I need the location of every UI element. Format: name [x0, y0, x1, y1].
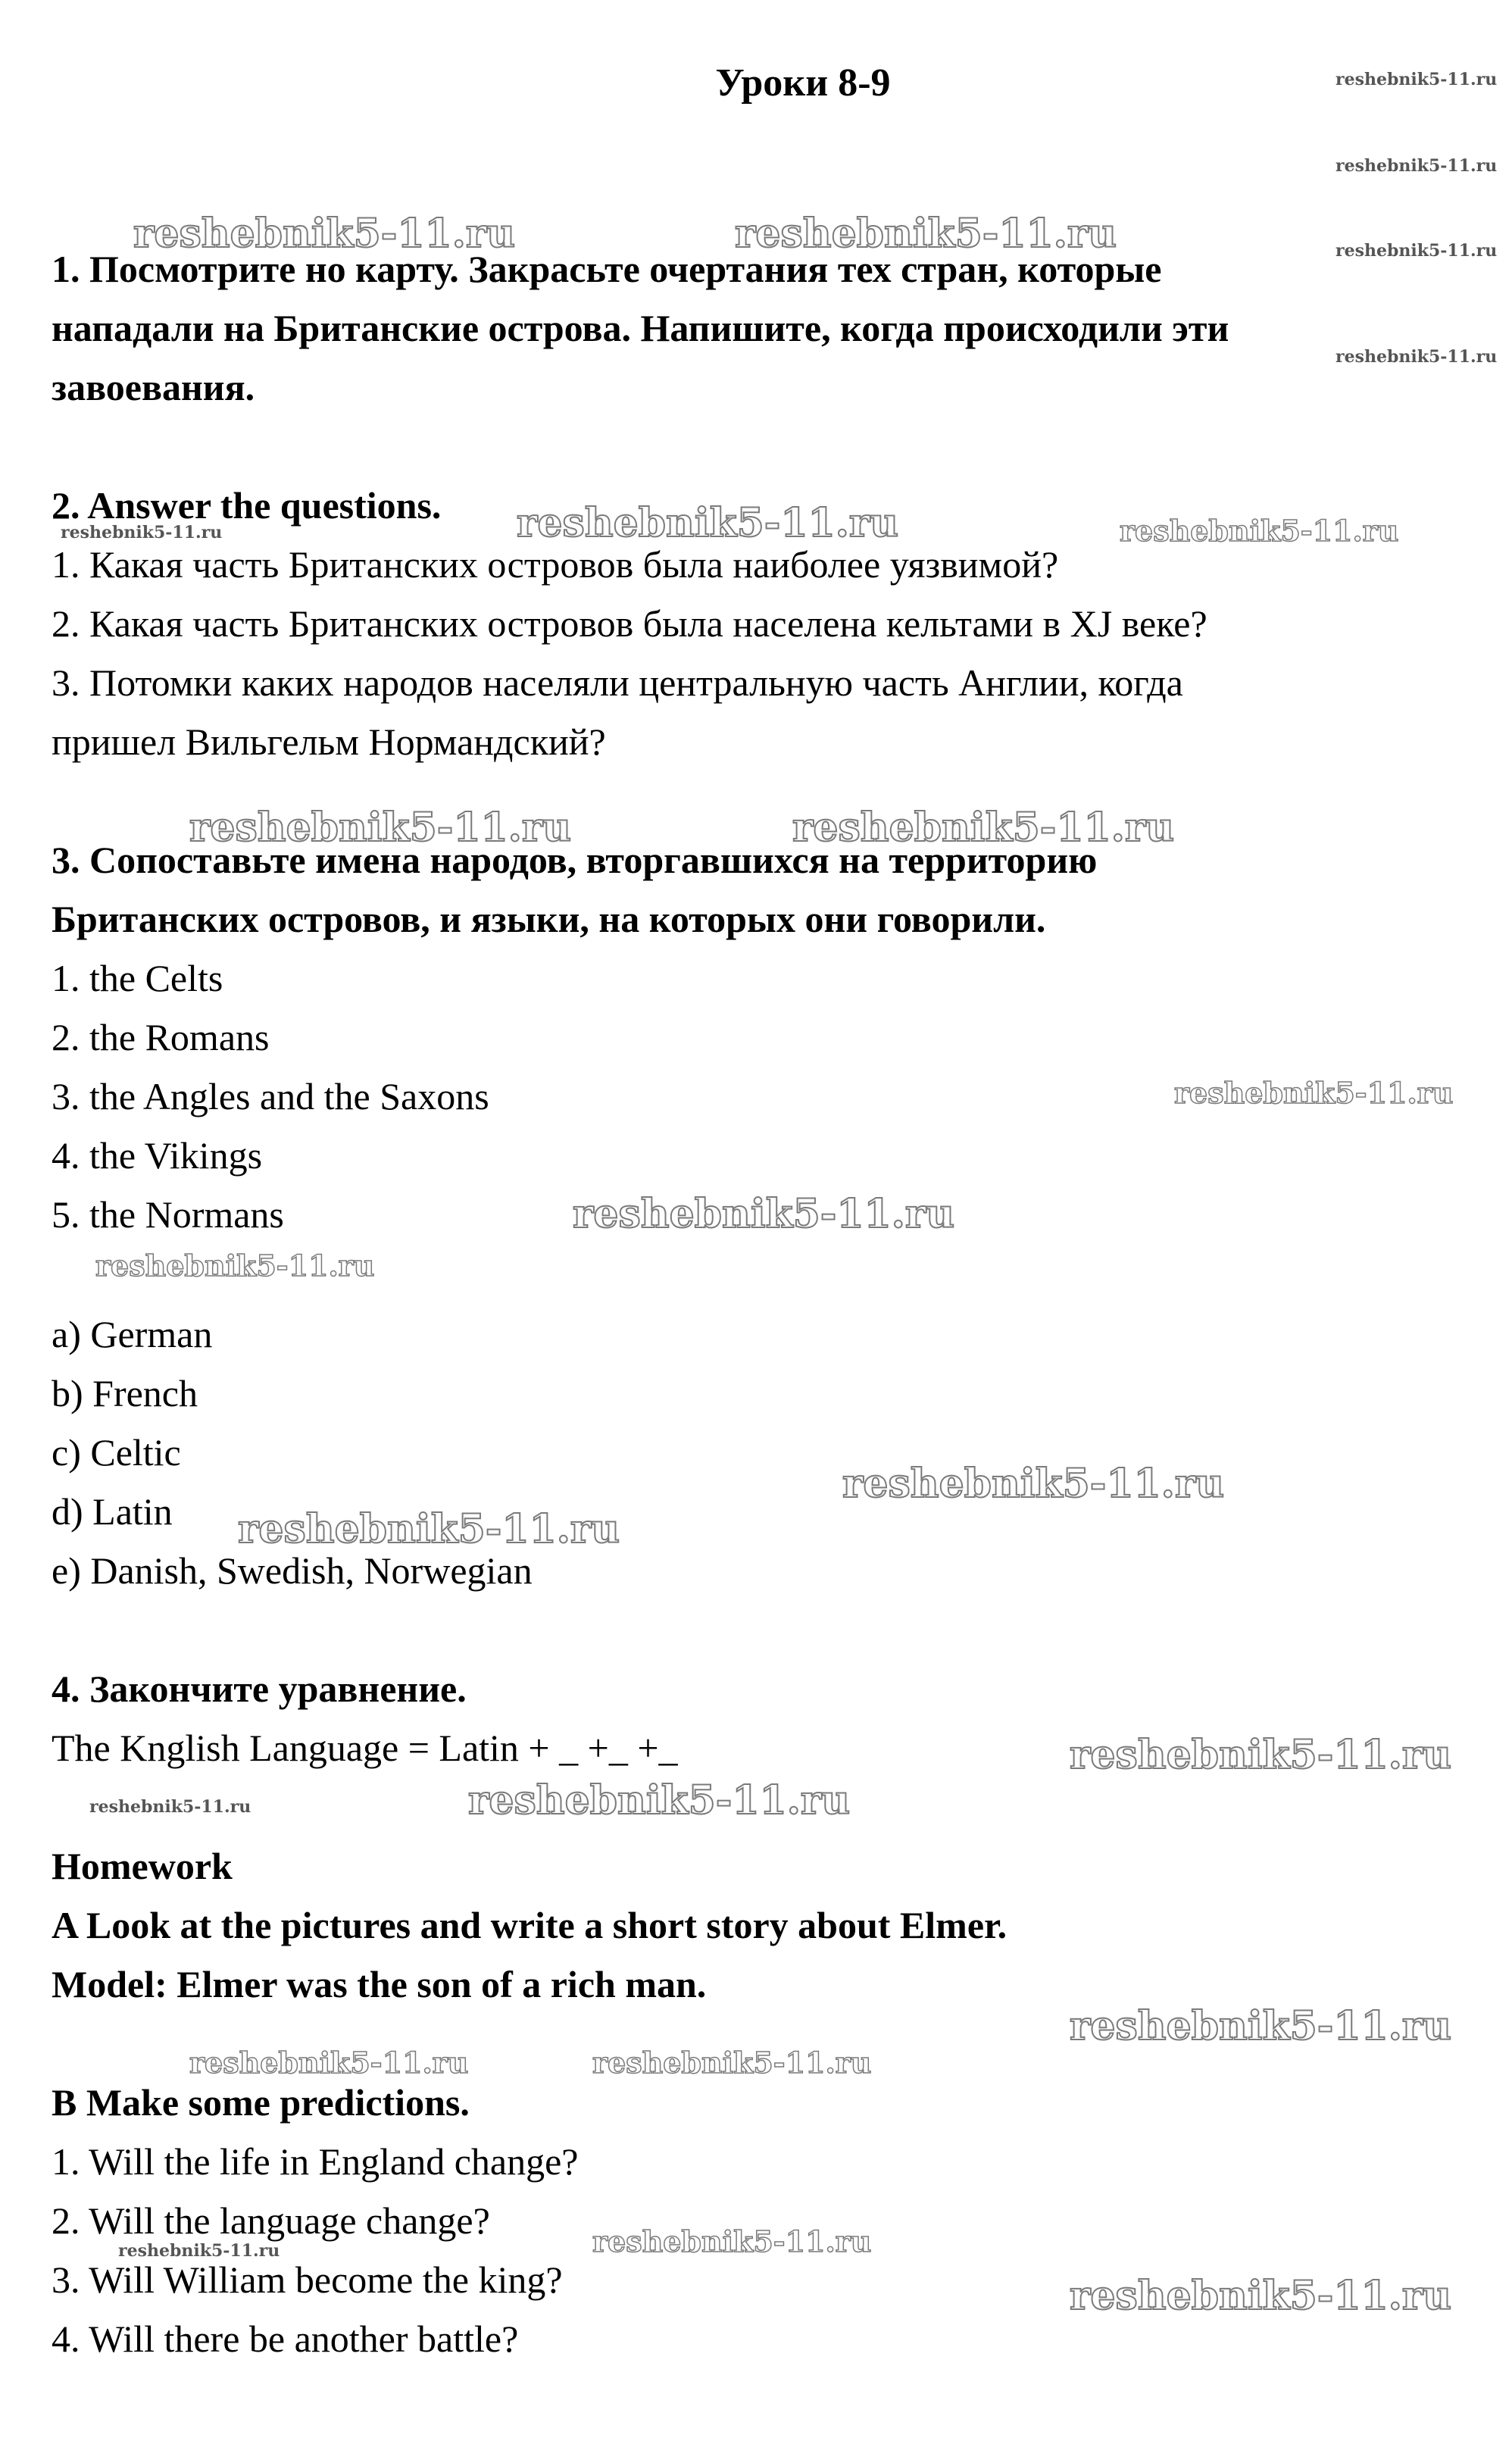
task-3-heading: Британских островов, и языки, на которых они говорили. [52, 898, 1046, 940]
task-2 [52, 476, 1476, 771]
task-1-line: завоевания. [52, 366, 255, 408]
watermark: reshebnik5-11.ru [735, 211, 1117, 257]
watermark: reshebnik5-11.ru [118, 2241, 280, 2261]
languages-list [52, 1305, 1476, 1600]
watermark: reshebnik5-11.ru [592, 2046, 872, 2080]
equation: The Knglish Language = Latin + _ +_ +_ [52, 1727, 678, 1769]
homework-model: Model: Elmer was the son of a rich man. [52, 1963, 707, 2005]
task-2-question: пришел Вильгельм Нормандский? [52, 720, 606, 763]
watermark: reshebnik5-11.ru [1335, 347, 1498, 367]
watermark: reshebnik5-11.ru [1335, 156, 1498, 176]
people-item: 3. the Angles and the Saxons [52, 1075, 489, 1117]
task-4 [52, 1659, 1476, 1777]
task-2-question: 2. Какая часть Британских островов была населена кельтами в XJ веке? [52, 602, 1207, 645]
task-2-question: 1. Какая часть Британских островов была наиболее уязвимой? [52, 543, 1059, 586]
watermark: reshebnik5-11.ru [517, 500, 899, 546]
people-item: 5. the Normans [52, 1193, 284, 1236]
task-3 [52, 830, 1476, 1244]
page-title: Уроки 8-9 [715, 61, 891, 105]
task-1-line: нападали на Британские острова. Напишите, когда происходили эти [52, 307, 1229, 349]
watermark: reshebnik5-11.ru [1335, 241, 1498, 261]
watermark: reshebnik5-11.ru [1174, 1076, 1454, 1110]
watermark: reshebnik5-11.ru [573, 1191, 955, 1237]
people-item: 1. the Celts [52, 957, 223, 999]
watermark: reshebnik5-11.ru [95, 1249, 375, 1283]
watermark: reshebnik5-11.ru [133, 211, 516, 257]
watermark: reshebnik5-11.ru [1335, 70, 1498, 89]
language-item: e) Danish, Swedish, Norwegian [52, 1549, 533, 1592]
watermark: reshebnik5-11.ru [468, 1777, 851, 1824]
people-item: 4. the Vikings [52, 1134, 263, 1177]
people-item: 2. the Romans [52, 1016, 270, 1058]
watermark: reshebnik5-11.ru [842, 1461, 1225, 1507]
task-2-question: 3. Потомки каких народов населяли центральную часть Англии, когда [52, 661, 1183, 704]
prediction-question: 2. Will the language change? [52, 2199, 490, 2242]
task-3-heading: 3. Сопоставьте имена народов, вторгавшихся на территорию [52, 839, 1098, 881]
watermark: reshebnik5-11.ru [792, 805, 1175, 851]
homework-heading: Homework [52, 1845, 233, 1887]
watermark: reshebnik5-11.ru [189, 805, 572, 851]
homework-task-a: A Look at the pictures and write a short story about Elmer. [52, 1904, 1007, 1946]
homework-b [52, 2073, 1476, 2368]
language-item: b) French [52, 1372, 198, 1414]
watermark: reshebnik5-11.ru [61, 523, 223, 542]
watermark: reshebnik5-11.ru [238, 1506, 620, 1552]
watermark: reshebnik5-11.ru [89, 1797, 251, 1817]
homework [52, 1836, 1476, 2014]
watermark: reshebnik5-11.ru [1070, 2003, 1452, 2049]
homework-b-heading: B Make some predictions. [52, 2081, 470, 2124]
watermark: reshebnik5-11.ru [592, 2224, 872, 2258]
language-item: c) Celtic [52, 1431, 181, 1474]
watermark: reshebnik5-11.ru [1070, 2273, 1452, 2319]
watermark: reshebnik5-11.ru [189, 2046, 469, 2080]
prediction-question: 3. Will William become the king? [52, 2258, 563, 2301]
language-item: d) Latin [52, 1490, 173, 1533]
prediction-question: 1. Will the life in England change? [52, 2140, 579, 2183]
watermark: reshebnik5-11.ru [1070, 1732, 1452, 1778]
watermark: reshebnik5-11.ru [1120, 514, 1399, 548]
task-1 [52, 239, 1476, 417]
prediction-question: 4. Will there be another battle? [52, 2318, 519, 2360]
task-4-heading: 4. Закончите уравнение. [52, 1668, 467, 1710]
language-item: a) German [52, 1313, 213, 1355]
task-2-heading: 2. Answer the questions. [52, 484, 442, 527]
task-1-line: 1. Посмотрите но карту. Закрасьте очертания тех стран, которые [52, 248, 1162, 290]
